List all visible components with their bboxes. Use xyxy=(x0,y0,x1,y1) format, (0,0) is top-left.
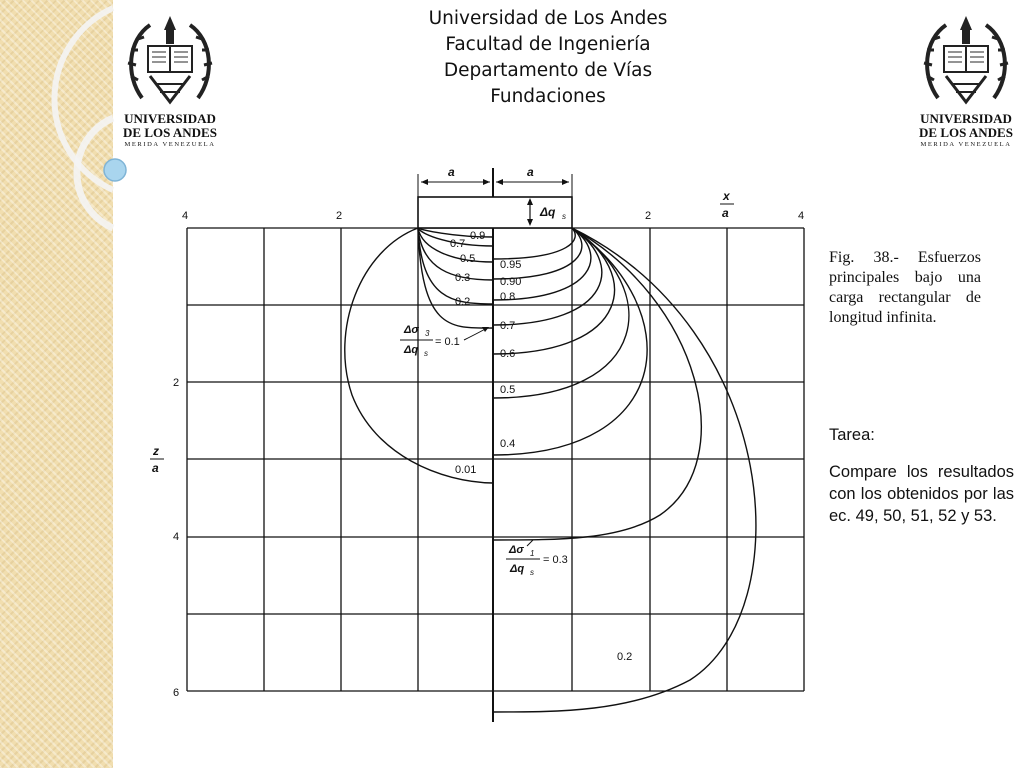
z-axis-label-numerator: z xyxy=(153,444,159,458)
sigma1-annotation-subscript: s xyxy=(530,568,534,577)
dimension-label: a xyxy=(527,165,534,179)
z-axis-label-denominator: a xyxy=(152,461,159,475)
sigma3-value-label: 0.7 xyxy=(450,238,466,250)
x-tick-label: 2 xyxy=(336,210,343,222)
z-tick-label: 4 xyxy=(173,531,180,543)
sigma3-value-label: 0.3 xyxy=(455,272,471,284)
sigma3-annotation: Δq xyxy=(404,344,419,356)
annotation-arrow xyxy=(527,540,533,546)
sigma1-value-label: 0.7 xyxy=(500,320,516,332)
sigma1-contour xyxy=(493,228,575,259)
dimension-label: a xyxy=(448,165,455,179)
sigma1-value-label: 0.4 xyxy=(500,438,516,450)
logo-name-line2: DE LOS ANDES xyxy=(919,125,1013,140)
logo-name-line1: UNIVERSIDAD xyxy=(920,111,1012,126)
x-axis-label-denominator: a xyxy=(722,206,729,220)
sigma1-value-label: 0.5 xyxy=(500,384,516,396)
header-university: Universidad de Los Andes xyxy=(428,8,668,29)
header-faculty: Facultad de Ingeniería xyxy=(445,34,651,55)
sigma1-contour xyxy=(493,228,701,540)
sigma1-contour xyxy=(493,228,582,279)
z-tick-label: 2 xyxy=(173,377,180,389)
x-tick-label: 4 xyxy=(182,210,189,222)
header-department: Departamento de Vías xyxy=(443,60,653,81)
sigma3-annotation-subscript: s xyxy=(424,349,428,358)
sigma3-value-label: 0.01 xyxy=(455,464,477,476)
x-tick-label: 2 xyxy=(645,210,652,222)
sigma1-annotation: Δσ xyxy=(509,544,524,556)
figure-caption: Fig. 38.- Esfuerzos principales bajo una carga rectangular de longitud infinita. xyxy=(829,249,981,326)
sigma3-annotation-value: = 0.1 xyxy=(435,336,460,348)
sigma1-value-label: 0.6 xyxy=(500,348,516,360)
sigma1-value-label: 0.2 xyxy=(617,651,633,663)
z-tick-label: 6 xyxy=(173,687,180,699)
sigma1-value-label: 0.8 xyxy=(500,291,516,303)
annotation-arrowhead xyxy=(482,327,489,332)
sigma3-annotation-subscript: 3 xyxy=(425,329,430,338)
logo-name-line2: DE LOS ANDES xyxy=(123,125,217,140)
sigma3-annotation: Δσ xyxy=(404,324,419,336)
sigma1-contour xyxy=(493,228,756,712)
x-tick-label: 4 xyxy=(798,210,805,222)
annotation-arrow xyxy=(464,328,487,340)
load-label-subscript: s xyxy=(562,212,566,221)
sigma3-value-label: 0.9 xyxy=(470,230,486,242)
logo-name-line1: UNIVERSIDAD xyxy=(124,111,216,126)
task-body: Compare los resultados con los obtenidos por las ec. 49, 50, 51, 52 y 53. xyxy=(829,463,1014,525)
logo-name-line3: MERIDA VENEZUELA xyxy=(124,141,216,148)
sigma1-value-label: 0.90 xyxy=(500,276,522,288)
sigma3-value-label: 0.2 xyxy=(455,296,471,308)
x-axis-label-numerator: x xyxy=(723,189,730,203)
sigma1-annotation-subscript: 1 xyxy=(530,549,535,558)
sigma3-contour xyxy=(345,228,493,483)
sigma1-value-label: 0.95 xyxy=(500,259,522,271)
load-label: Δq xyxy=(540,205,556,219)
sigma1-annotation: Δq xyxy=(510,563,525,575)
sigma1-annotation-value: = 0.3 xyxy=(543,554,568,566)
header-course: Fundaciones xyxy=(490,86,606,107)
task-title: Tarea: xyxy=(829,426,875,444)
sigma3-value-label: 0.5 xyxy=(460,253,476,265)
logo-name-line3: MERIDA VENEZUELA xyxy=(920,141,1012,148)
